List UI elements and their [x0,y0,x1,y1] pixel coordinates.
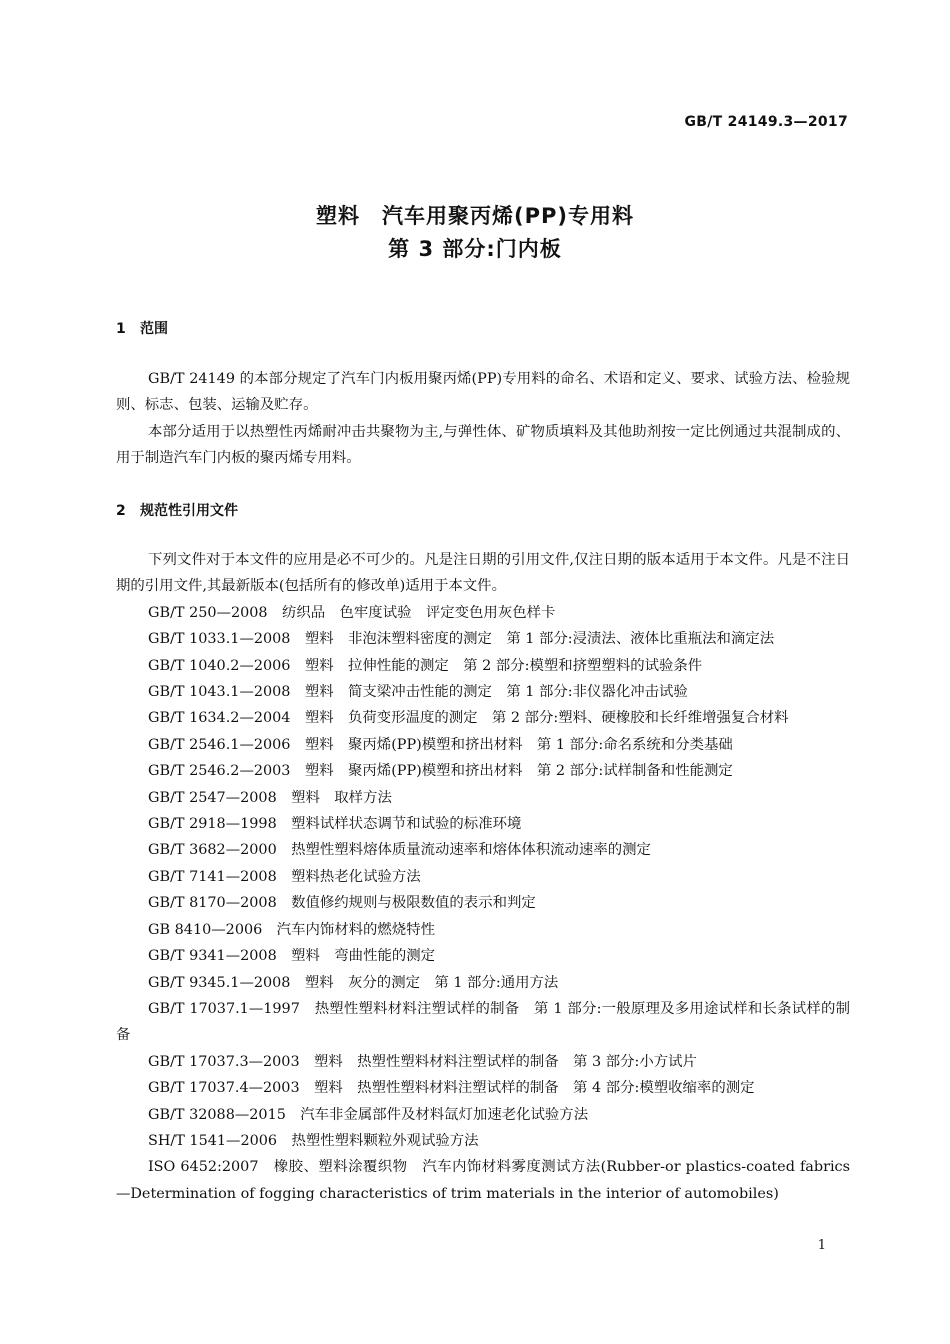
reference-item: GB/T 250—2008 纺织品 色牢度试验 评定变色用灰色样卡 [148,604,556,621]
paragraph: GB/T 24149 的本部分规定了汽车门内板用聚丙烯(PP)专用料的命名、术语和定义、要求、试验方法、检验规则、标志、包装、运输及贮存。 [116,371,850,414]
reference-item: GB/T 7141—2008 塑料热老化试验方法 [148,868,421,885]
page-number: 1 [817,1238,826,1253]
reference-item: GB/T 1634.2—2004 塑料 负荷变形温度的测定 第 2 部分:塑料、硬橡胶和长纤维增强复合材料 [148,710,789,727]
document-title: 塑料 汽车用聚丙烯(PP)专用料 [316,204,634,228]
reference-item: GB/T 9341—2008 塑料 弯曲性能的测定 [148,948,436,965]
reference-item: ISO 6452:2007 橡胶、塑料涂覆织物 汽车内饰材料雾度测试方法(Rubber-or plastics-coated fabrics—Determination of fogging characteristics of trim materials in the interior of automobiles) [116,1159,850,1202]
section-heading-scope [116,318,168,338]
reference-item: GB/T 8170—2008 数值修约规则与极限数值的表示和判定 [148,895,536,912]
reference-item: GB/T 2918—1998 塑料试样状态调节和试验的标准环境 [148,816,522,833]
reference-item: GB/T 17037.3—2003 塑料 热塑性塑料材料注塑试样的制备 第 3 部分:小方试片 [148,1053,697,1070]
reference-item: GB/T 9345.1—2008 塑料 灰分的测定 第 1 部分:通用方法 [148,974,559,991]
reference-item: SH/T 1541—2006 热塑性塑料颗粒外观试验方法 [148,1132,479,1149]
document-subtitle: 第 3 部分:门内板 [388,237,562,261]
reference-item: GB/T 1033.1—2008 塑料 非泡沫塑料密度的测定 第 1 部分:浸渍法、液体比重瓶法和滴定法 [148,631,775,648]
references-section-body [116,547,850,1207]
reference-item: GB/T 17037.4—2003 塑料 热塑性塑料材料注塑试样的制备 第 4 部分:模塑收缩率的测定 [148,1080,755,1097]
reference-item: GB/T 1043.1—2008 塑料 简支梁冲击性能的测定 第 1 部分:非仪器化冲击试验 [148,684,688,701]
paragraph: 本部分适用于以热塑性丙烯耐冲击共聚物为主,与弹性体、矿物质填料及其他助剂按一定比例通过共混制成的、用于制造汽车门内板的聚丙烯专用料。 [116,423,850,467]
reference-item: GB/T 32088—2015 汽车非金属部件及材料氙灯加速老化试验方法 [148,1106,589,1123]
references-intro: 下列文件对于本文件的应用是必不可少的。凡是注日期的引用文件,仅注日期的版本适用于本文件。凡是不注日期的引用文件,其最新版本(包括所有的修改单)适用于本文件。 [116,552,850,595]
section-number: 1 [116,321,126,337]
section-number: 2 [116,503,126,519]
scope-section-body [116,366,850,472]
section-heading-normative-references [116,500,238,520]
reference-item: GB 8410—2006 汽车内饰材料的燃烧特性 [148,921,435,938]
reference-item: GB/T 2546.1—2006 塑料 聚丙烯(PP)模塑和挤出材料 第 1 部分:命名系统和分类基础 [148,736,733,753]
section-title: 范围 [140,321,168,337]
reference-item: GB/T 2546.2—2003 塑料 聚丙烯(PP)模塑和挤出材料 第 2 部分:试样制备和性能测定 [148,763,733,780]
reference-item: GB/T 3682—2000 热塑性塑料熔体质量流动速率和熔体体积流动速率的测定 [148,842,651,859]
reference-item: GB/T 1040.2—2006 塑料 拉伸性能的测定 第 2 部分:模塑和挤塑塑料的试验条件 [148,657,703,674]
standard-code: GB/T 24149.3—2017 [684,114,848,130]
section-title: 规范性引用文件 [140,503,238,519]
reference-item: GB/T 17037.1—1997 热塑性塑料材料注塑试样的制备 第 1 部分:一般原理及多用途试样和长条试样的制备 [116,1000,850,1044]
reference-item: GB/T 2547—2008 塑料 取样方法 [148,789,392,806]
